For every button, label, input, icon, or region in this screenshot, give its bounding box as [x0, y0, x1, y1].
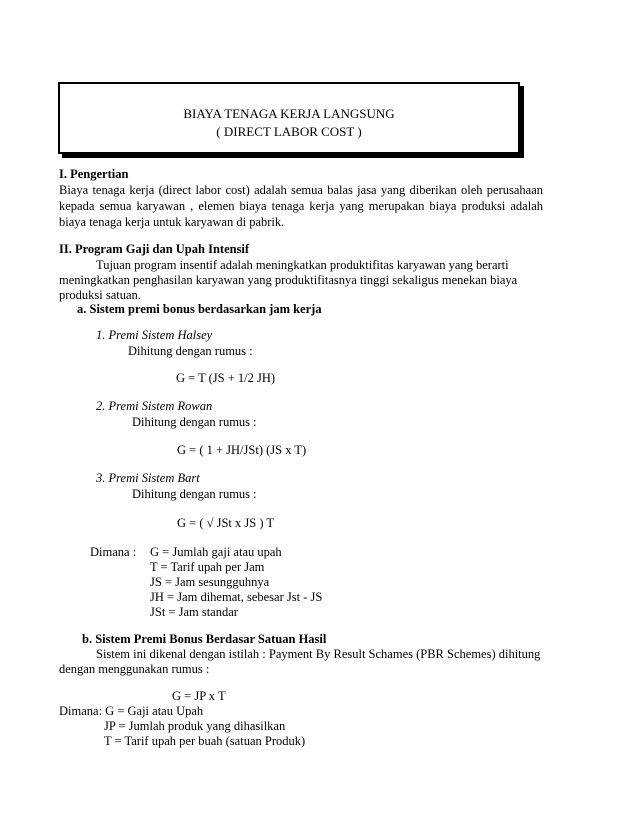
definition-jh: JH = Jam dihemat, sebesar Jst - JS: [150, 590, 323, 604]
pbr-definition-t: T = Tarif upah per buah (satuan Produk): [104, 734, 306, 748]
definition-t: T = Tarif upah per Jam: [150, 560, 265, 574]
title-box: [58, 82, 520, 154]
section-1-heading: I. Pengertian: [59, 167, 129, 181]
rowan-rumus-label: Dihitung dengan rumus :: [132, 415, 257, 429]
section-2-line-3: produksi satuan.: [59, 288, 141, 302]
subsection-a-heading: a. Sistem premi bonus berdasarkan jam kerja: [77, 302, 322, 316]
pbr-definition-g: Dimana: G = Gaji atau Upah: [59, 704, 204, 718]
section-2-heading: II. Program Gaji dan Upah Intensif: [59, 242, 250, 256]
dimana-label: Dimana :: [90, 545, 137, 559]
section-1-line-3: biaya tenaga kerja untuk karyawan di pabrik.: [59, 215, 285, 229]
section-2-line-1: Tujuan program insentif adalah meningkatkan produktifitas karyawan yang berarti: [96, 258, 509, 272]
definition-g: G = Jumlah gaji atau upah: [150, 545, 282, 559]
pbr-formula: G = JP x T: [172, 689, 226, 703]
subsection-b-heading: b. Sistem Premi Bonus Berdasar Satuan Hasil: [82, 632, 327, 646]
title-line-2: ( DIRECT LABOR COST ): [216, 124, 362, 139]
bart-rumus-label: Dihitung dengan rumus :: [132, 487, 257, 501]
subsection-b-line-2: dengan menggunakan rumus :: [59, 662, 210, 676]
section-1-line-2: kepada semua karyawan , elemen biaya tenaga kerja yang merupakan biaya produksi adalah: [59, 199, 543, 213]
bart-title: 3. Premi Sistem Bart: [96, 471, 200, 485]
section-1-line-1: Biaya tenaga kerja (direct labor cost) adalah semua balas jasa yang diberikan oleh perusahaan: [59, 183, 543, 197]
section-2-line-2: meningkatkan penghasilan karyawan yang produktifitasnya tinggi sekaligus menekan biaya: [59, 273, 518, 287]
bart-formula: G = ( √ JSt x JS ) T: [177, 516, 275, 530]
halsey-formula: G = T (JS + 1/2 JH): [176, 371, 276, 385]
halsey-title: 1. Premi Sistem Halsey: [96, 328, 213, 342]
definition-js: JS = Jam sesungguhnya: [150, 575, 270, 589]
rowan-title: 2. Premi Sistem Rowan: [96, 399, 213, 413]
title-line-1: BIAYA TENAGA KERJA LANGSUNG: [183, 106, 395, 121]
pbr-definition-jp: JP = Jumlah produk yang dihasilkan: [104, 719, 286, 733]
rowan-formula: G = ( 1 + JH/JSt) (JS x T): [177, 443, 307, 457]
subsection-b-line-1: Sistem ini dikenal dengan istilah : Payment By Result Schames (PBR Schemes) dihitung: [96, 647, 541, 661]
definition-jst: JSt = Jam standar: [150, 605, 238, 619]
halsey-rumus-label: Dihitung dengan rumus :: [128, 344, 253, 358]
